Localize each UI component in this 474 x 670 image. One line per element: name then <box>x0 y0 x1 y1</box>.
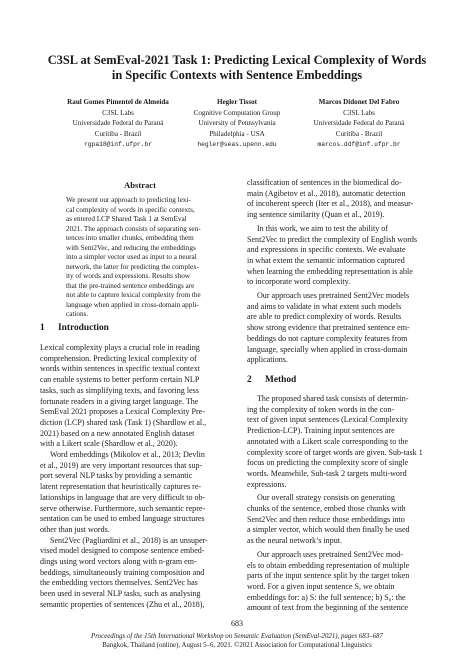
page-number: 683 <box>231 619 243 628</box>
paragraph <box>40 450 225 536</box>
text-line: word. For a given input sentence S, we obtain <box>247 581 395 591</box>
abstract-line: with Sent2Vec, and reducing the embeddings <box>66 243 196 252</box>
abstract-line: not able to capture lexical complexity from the <box>66 291 201 299</box>
text-line: parts of the input sentence split by the target token <box>247 571 410 581</box>
text-line: with a Likert scale (Shardlow et al., 2020). <box>40 439 178 449</box>
text-line: Sent2Vec to predict the complexity of English words <box>247 234 418 244</box>
text-line: ing the complexity of token words in the con- <box>247 404 395 414</box>
section-number: 1 <box>40 323 45 333</box>
text-line: to incorporate word complexity. <box>247 277 351 287</box>
text-line: Prediction-LCP). Training input sentences are <box>247 426 395 436</box>
text-line: serve otherwise. Furthermore, such semantic repre- <box>40 503 206 513</box>
text-line: of incoherent speech (Iter et al., 2018), and measur- <box>247 199 414 209</box>
text-line: show strong evidence that pretrained sentence em- <box>247 323 410 333</box>
text-line: Sent2Vec and then reduce those embeddings into <box>247 514 405 524</box>
title-line-1: C3SL at SemEval-2021 Task 1: Predicting Lexical Complexity of Words <box>47 53 427 67</box>
abstract-line: cal complexity of words in specific contexts, <box>66 205 195 214</box>
text-line: amount of text from the beginning of the sentence <box>247 603 408 613</box>
abstract-line: ity of words and expressions. Results show <box>66 272 190 280</box>
author-email[interactable]: marcos.ddf@inf.ufpr.br <box>317 140 401 148</box>
text-line: dings using word vectors along with n-gram em- <box>40 557 197 567</box>
text-line: main (Agibetov et al., 2018), automatic detection <box>247 188 406 198</box>
section-heading-introduction <box>40 323 109 333</box>
author-affiliation: Universidade Federal do Paraná <box>72 119 164 128</box>
text-line: beddings, simultaneously training composition and <box>40 567 205 577</box>
paragraph <box>247 493 432 547</box>
text-line: words within sentences in specific textual context <box>40 364 200 374</box>
author-city: Curitiba - Brazil <box>94 130 142 139</box>
text-line: chunks of the sentence, embed those chunks with <box>247 504 406 514</box>
paragraph <box>247 178 432 221</box>
abstract-body <box>66 196 222 320</box>
author-affiliation: University of Pennsylvania <box>198 119 276 128</box>
abstract-line: into a simpler vector used as input to a neural <box>66 253 197 261</box>
author-name: Raul Gomes Pimentel de Almeida <box>67 98 169 106</box>
text-line: complexity score of target words are given. Sub-task 1 <box>247 447 423 457</box>
text-line: sentation can be used to embed language structures <box>40 514 205 524</box>
abstract-line: We present our approach to predicting lexi- <box>66 196 191 204</box>
text-line: when learning the embedding representation is able <box>247 266 413 276</box>
paragraph <box>247 550 432 614</box>
author-name: Marcos Didonet Del Fabro <box>318 98 400 106</box>
paragraph <box>247 224 432 288</box>
right-column-text-bottom <box>247 394 432 614</box>
text-line: Sent2Vec (Pagliardini et al., 2018) is an unsuper- <box>50 535 208 545</box>
abstract-heading: Abstract <box>124 180 156 190</box>
text-line: Word embeddings (Mikolov et al., 2013; Devlin <box>50 450 205 460</box>
text-line: semantic properties of sentences (Zhu et al., 2018), <box>40 599 205 609</box>
text-line: embeddings for: a) S: the full sentence; b) S₀: the <box>247 592 406 602</box>
author-affiliation: C3SL Labs <box>343 108 375 117</box>
footer-line-2: Bangkok, Thailand (online), August 5–6, 2021. ©2021 Association for Computational Linguistics <box>102 642 372 650</box>
abstract-line: tences into smaller chunks, embedding them <box>66 234 194 242</box>
text-line: classification of sentences in the biomedical do- <box>247 178 402 187</box>
text-line: are able to predict complexity of words. Results <box>247 312 402 322</box>
section-heading-method <box>247 375 296 385</box>
author-affiliation: C3SL Labs <box>102 108 134 117</box>
paragraph <box>40 536 225 611</box>
paragraph <box>40 343 225 450</box>
text-line: In this work, we aim to test the ability of <box>257 223 388 233</box>
text-line: expressions. <box>247 479 287 489</box>
text-line: language, specially when applied in cross-domain <box>247 344 408 354</box>
abstract-line: as entered LCP Shared Task 1 at SemEval <box>66 215 187 223</box>
author-city: Philadelphia - USA <box>209 130 265 139</box>
text-line: can enable systems to better perform certain NLP <box>40 375 200 385</box>
text-line: and aims to validate in what extent such models <box>247 301 402 311</box>
text-line: as the neural network’s input. <box>247 536 342 546</box>
text-line: applications. <box>247 355 288 365</box>
text-line: tasks, such as simplifying texts, and favoring less <box>40 385 199 395</box>
footer-line-1: Proceedings of the 15th International Workshop on Semantic Evaluation (SemEval-2021), pages 683–687 <box>91 633 383 640</box>
left-column-text <box>40 343 225 611</box>
abstract-line: language when applied in cross-domain appli- <box>66 300 199 309</box>
text-line: focus on predicting the complexity score of single <box>247 458 409 468</box>
text-line: Lexical complexity plays a crucial role in reading <box>40 343 200 352</box>
text-line: and expressions in specific contexts. We evaluate <box>247 245 406 255</box>
abstract-line: cations. <box>66 310 89 318</box>
author-name: Hegler Tissot <box>216 98 257 106</box>
text-line: words. Meanwhile, Sub-task 2 targets multi-word <box>247 468 407 478</box>
text-line: in what extent the semantic information captured <box>247 255 405 265</box>
text-line: the embedding vectors themselves. Sent2Vec has <box>40 578 198 588</box>
text-line: a simpler vector, which would then finally be used <box>247 525 410 535</box>
text-line: other than just words. <box>40 524 110 534</box>
author-block-2 <box>167 97 307 151</box>
text-line: vised model designed to compose sentence embed- <box>40 546 205 556</box>
paper-title <box>40 53 434 82</box>
text-line: els to obtain embedding representation of multiple <box>247 560 410 570</box>
text-line: beddings do not capture complexity features from <box>247 333 408 343</box>
text-line: annotated with a Likert scale corresponding to the <box>247 436 409 446</box>
text-line: text of given input sentences (Lexical Complexity <box>247 415 408 425</box>
text-line: diction (LCP) shared task (Task 1) (Shardlow et al., <box>40 417 207 427</box>
text-line: SemEval 2021 proposes a Lexical Complexity Pre- <box>40 407 205 417</box>
text-line: Our approach uses pretrained Sent2Vec mod- <box>257 549 403 559</box>
abstract-line: network, the latter for predicting the complex- <box>66 262 200 271</box>
text-line: 2021) based on a new annotated English dataset <box>40 428 195 438</box>
text-line: port several NLP tasks by providing a semantic <box>40 471 193 481</box>
author-city: Curitiba - Brazil <box>335 130 383 139</box>
abstract-line: 2021. The approach consists of separating sen- <box>66 224 201 233</box>
paragraph <box>247 291 432 366</box>
author-email[interactable]: hegler@seas.upenn.edu <box>197 140 277 148</box>
section-number: 2 <box>247 375 252 385</box>
text-line: comprehension. Predicting lexical complexity of <box>40 353 197 363</box>
text-line: et al., 2019) are very important resources that sup- <box>40 460 203 470</box>
text-line: lationships in language that are very difficult to ob- <box>40 492 206 502</box>
text-line: ing sentence similarity (Quan et al., 2019). <box>247 210 385 220</box>
paragraph <box>247 394 432 490</box>
text-line: latent representation that heuristically captures re- <box>40 482 202 492</box>
author-affiliation: Universidade Federal do Paraná <box>313 119 405 128</box>
text-line: Our overall strategy consists on generating <box>257 493 395 503</box>
section-title: Method <box>265 375 297 385</box>
text-line: been used in several NLP tasks, such as analysing <box>40 589 201 599</box>
author-block-3 <box>289 97 429 151</box>
author-email[interactable]: rgpa18@inf.ufpr.br <box>83 140 153 148</box>
abstract-line: that the pre-trained sentence embeddings are <box>66 281 195 290</box>
text-line: fortunate readers in a giving target language. The <box>40 396 199 406</box>
right-column-text-top <box>247 178 432 366</box>
text-line: Our approach uses pretrained Sent2Vec models <box>257 291 410 301</box>
section-title: Introduction <box>58 323 109 333</box>
proceedings-footer <box>40 632 434 650</box>
author-affiliation: Cognitive Computation Group <box>193 108 281 117</box>
title-line-2: in Specific Contexts with Sentence Embeddings <box>111 67 363 82</box>
text-line: The proposed shared task consists of determin- <box>257 394 409 403</box>
